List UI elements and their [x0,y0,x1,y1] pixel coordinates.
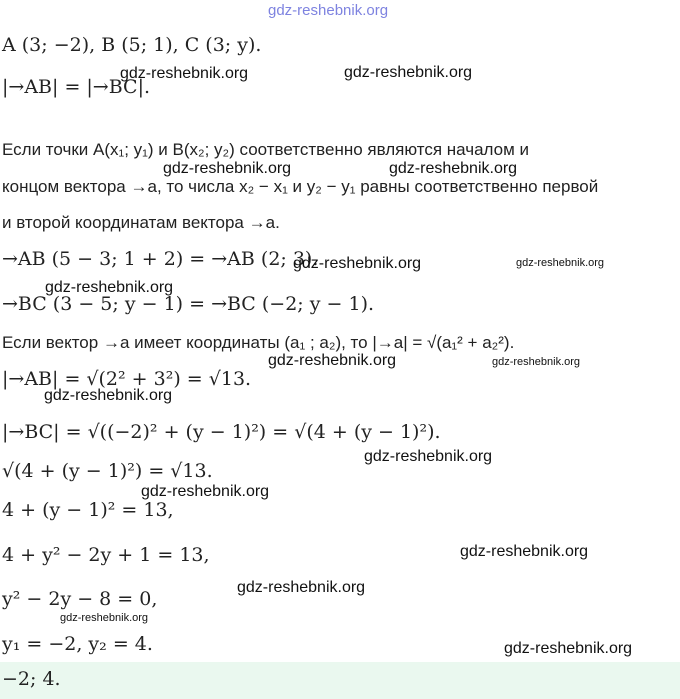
bc-length-line: |→BC| = √((−2)² + (y − 1)²) = √(4 + (y − 1)²). [2,421,441,443]
rule-line-1: Если точки A(x₁; y₁) и B(x₂; y₂) соответственно являются началом и [2,140,530,159]
watermark: gdz-reshebnik.org [344,64,473,81]
watermark: gdz-reshebnik.org [120,65,249,82]
points-line: A (3; −2), B (5; 1), C (3; y). [2,34,262,56]
condition-line: |→AB| = |→BC|. [2,76,151,98]
watermark: gdz-reshebnik.org [141,483,270,500]
answer-box [0,662,680,699]
bc-coords-line: →BC (3 − 5; y − 1) = →BC (−2; y − 1). [2,293,375,315]
step-2-line: 4 + y² − 2y + 1 = 13, [2,544,210,566]
step-1-line: 4 + (y − 1)² = 13, [2,499,174,521]
rule-line-3: и второй координатам вектора →a. [2,213,280,232]
watermark: gdz-reshebnik.org [364,448,493,465]
ab-coords-line: →AB (5 − 3; 1 + 2) = →AB (2; 3). [2,248,319,270]
site-watermark-top: gdz-reshebnik.org [268,2,389,19]
equation-line: √(4 + (y − 1)²) = √13. [2,460,213,482]
watermark: gdz-reshebnik.org [45,279,174,296]
watermark: gdz-reshebnik.org [293,255,422,272]
watermark: gdz-reshebnik.org [504,640,633,657]
rule-line-2: концом вектора →a, то числа x₂ − x₁ и y₂ − y₁ равны соответственно первой [2,177,599,196]
watermark: gdz-reshebnik.org [389,160,518,177]
watermark: gdz-reshebnik.org [516,257,605,269]
watermark: gdz-reshebnik.org [460,543,589,560]
answer-value: −2; 4. [2,668,61,690]
watermark: gdz-reshebnik.org [268,352,397,369]
watermark: gdz-reshebnik.org [60,612,149,624]
watermark: gdz-reshebnik.org [44,387,173,404]
step-3-line: y² − 2y − 8 = 0, [2,588,158,610]
watermark: gdz-reshebnik.org [237,579,366,596]
watermark: gdz-reshebnik.org [163,160,292,177]
watermark: gdz-reshebnik.org [492,356,581,368]
length-rule-line: Если вектор →a имеет координаты (a₁ ; a₂), то |→a| = √(a₁² + a₂²). [2,333,515,352]
roots-line: y₁ = −2, y₂ = 4. [2,633,153,655]
ab-length-line: |→AB| = √(2² + 3²) = √13. [2,368,252,390]
